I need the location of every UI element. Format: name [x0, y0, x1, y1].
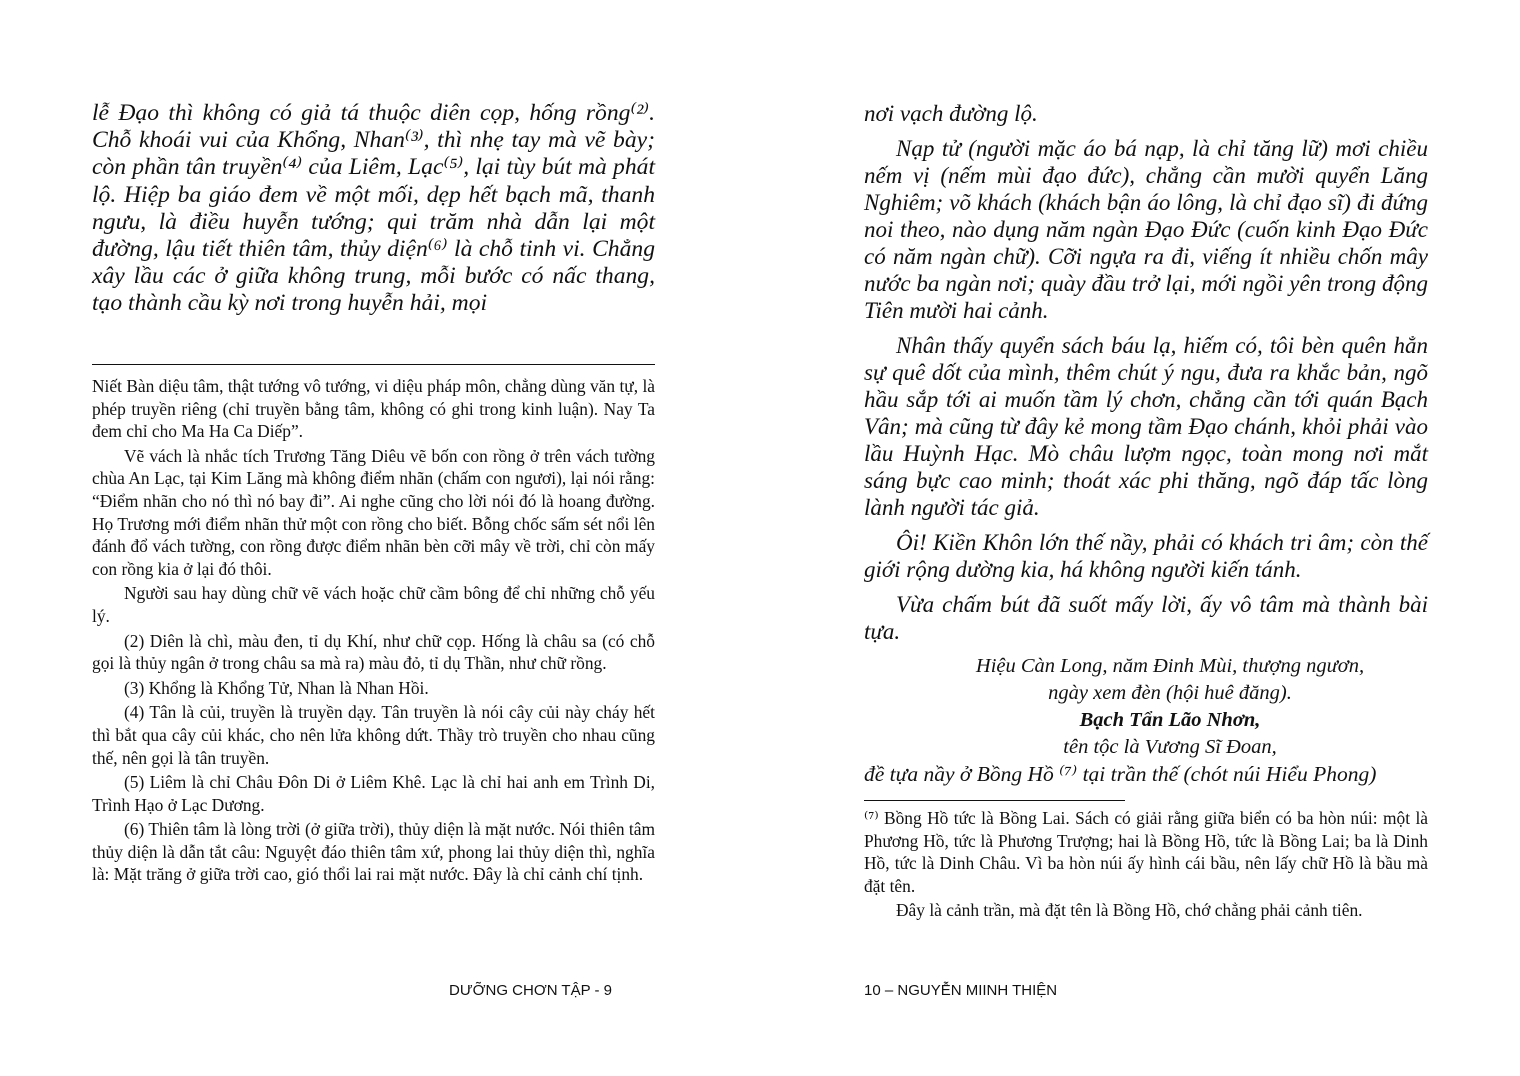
footnote-2: (2) Diên là chì, màu đen, tỉ dụ Khí, như chữ cọp. Hống là châu sa (có chỗ gọi là thủy ngân ở trong châu sa mà ra) màu đỏ, tỉ dụ Thần, như chữ rồng.: [92, 630, 655, 674]
footnote-divider: [864, 800, 1125, 801]
right-footnotes: [864, 807, 1428, 924]
right-paragraph-oi: Ôi! Kiền Khôn lớn thế nầy, phải có khách tri âm; còn thế giới rộng dường kia, há không người kiến tánh.: [864, 530, 1428, 582]
right-paragraph-nap-tu: Nạp tử (người mặc áo bá nạp, là chỉ tăng lữ) mơi chiều nếm vị (nếm mùi đạo đức), chẳng cần mười quyển Lăng Nghiêm; võ khách (khách bận áo lông, là chỉ đạo sĩ) đi đứng noi theo, nào dụng năm ngàn Đạo Đức (cuốn kinh Đạo Đức có năm ngàn chữ). Cỡi ngựa ra đi, viếng ít nhiều chốn mây nước ba ngàn nơi; quày đầu trở lại, mới ngồi yên trong động Tiên mười hai cảnh.: [864, 136, 1428, 323]
footnote-ve-vach: Vẽ vách là nhắc tích Trương Tăng Diêu vẽ bốn con rồng ở trên vách tường chùa An Lạc, tại Kim Lăng mà không điểm nhãn (chấm con ngươi), lại nói rằng: “Điểm nhãn cho nó thì nó bay đi”. Ai nghe cũng cho lời nói đó là hoang đường. Họ Trương mới điểm nhãn thử một con rồng cho biết. Bỗng chốc sấm sét nổi lên đánh đổ vách tường, con rồng được điểm nhãn bèn cỡi mây về trời, chỉ còn mấy con rồng kia ở lại đó thôi.: [92, 445, 655, 579]
signature-place: đề tựa nầy ở Bồng Hồ ⁽⁷⁾ tại trần thế (chót núi Hiểu Phong): [864, 762, 1377, 786]
left-footnotes: [92, 375, 655, 888]
footnote-divider: [92, 364, 655, 365]
footnote-5: (5) Liêm là chỉ Châu Đôn Di ở Liêm Khê. Lạc là chỉ hai anh em Trình Di, Trình Hạo ở Lạc Dương.: [92, 772, 655, 815]
footnote-6: (6) Thiên tâm là lòng trời (ở giữa trời), thủy diện là mặt nước. Nói thiên tâm thủy diện là dẫn tắt câu: Nguyệt đáo thiên tâm xứ, phong lai thủy diện thì, nghĩa là: Mặt trăng ở giữa trời cao, gió thổi lai rai mặt nước. Đây là chỉ cảnh chí tịnh.: [92, 819, 655, 885]
right-page-footer: 10 – NGUYỄN MIINH THIỆN: [864, 982, 1058, 999]
right-page: [864, 0, 1428, 1076]
right-paragraph-vua-cham: Vừa chấm bút đã suốt mấy lời, ấy vô tâm mà thành bài tựa.: [864, 592, 1428, 644]
footnote-7: ⁽⁷⁾ Bồng Hồ tức là Bồng Lai. Sách có giải rằng giữa biển có ba hòn núi: một là Phương Hồ, tức là Phương Trượng; hai là Bồng Hồ, tức là Bồng Lai; ba là Dinh Hồ, tức là Dinh Châu. Vì ba hòn núi ấy hình cái bầu, nên lấy chữ Hồ là bầu mà đặt tên.: [864, 808, 1428, 896]
left-main-paragraph: lễ Đạo thì không có giả tá thuộc diên cọp, hống rồng⁽²⁾. Chỗ khoái vui của Khổng, Nhan⁽³⁾, thì nhẹ tay mà vẽ bày; còn phần tân truyền⁽⁴⁾ của Liêm, Lạc⁽⁵⁾, lại tùy bút mà phát lộ. Hiệp ba giáo đem về một mối, dẹp hết bạch mã, thanh ngưu, là điều huyễn tướng; qui trăm nhà dẫn lại một đường, lậu tiết thiên tâm, thủy diện⁽⁶⁾ là chỗ tinh vi. Chẳng xây lầu các ở giữa không trung, mỗi bước có nấc thang, tạo thành cầu kỳ nơi trong huyễn hải, mọi: [92, 100, 655, 317]
footnote-ve-vach-usage: Người sau hay dùng chữ vẽ vách hoặc chữ cầm bông để chỉ những chỗ yếu lý.: [92, 583, 655, 626]
signature-author: Bạch Tẩn Lão Nhơn,: [1079, 709, 1261, 731]
footnote-3: (3) Khổng là Khổng Tử, Nhan là Nhan Hồi.: [124, 677, 429, 698]
left-page: [92, 0, 655, 1076]
signature-clan-name: tên tộc là Vương Sĩ Đoan,: [1063, 736, 1277, 758]
signature-occasion: ngày xem đèn (hội huê đăng).: [1048, 682, 1292, 704]
right-paragraph-continued: nơi vạch đường lộ.: [864, 101, 1038, 126]
footnote-7-continued: Đây là cảnh trần, mà đặt tên là Bồng Hồ, chớ chẳng phải cảnh tiên.: [896, 900, 1363, 921]
left-main-text: [92, 100, 655, 326]
right-main-text: [864, 100, 1428, 788]
left-page-footer: DƯỠNG CHƠN TẬP - 9: [449, 982, 613, 999]
footnote-continued: Niết Bàn diệu tâm, thật tướng vô tướng, vi diệu pháp môn, chẳng dùng văn tự, là phép truyền riêng (chỉ truyền bằng tâm, không có ghi trong kinh luận). Nay Ta đem chỉ cho Ma Ha Ca Diếp”.: [92, 376, 655, 442]
right-paragraph-nhan-thay: Nhân thấy quyển sách báu lạ, hiếm có, tôi bèn quên hẳn sự quê dốt của mình, thêm chút ý ngu, đưa ra khắc bản, ngõ hầu sắp tới ai muốn tầm lý chơn, chẳng cần tới quán Bạch Vân; mà cũng từ đây kẻ mong tầm Đạo chánh, khỏi phải vào lầu Huỳnh Hạc. Mò châu lượm ngọc, toàn mong nơi mắt sáng bực cao minh; thoát xác phi thăng, ngõ đáp tấc lòng lành người tác giả.: [864, 333, 1428, 520]
footnote-4: (4) Tân là củi, truyền là truyền dạy. Tân truyền là nói cây củi này cháy hết thì bắt qua cây củi khác, cho nên lửa không dứt. Thầy trò truyền cho nhau cũng thế, nên gọi là tân truyền.: [92, 702, 655, 768]
signature-date: Hiệu Càn Long, năm Đinh Mùi, thượng ngươn,: [975, 655, 1365, 677]
